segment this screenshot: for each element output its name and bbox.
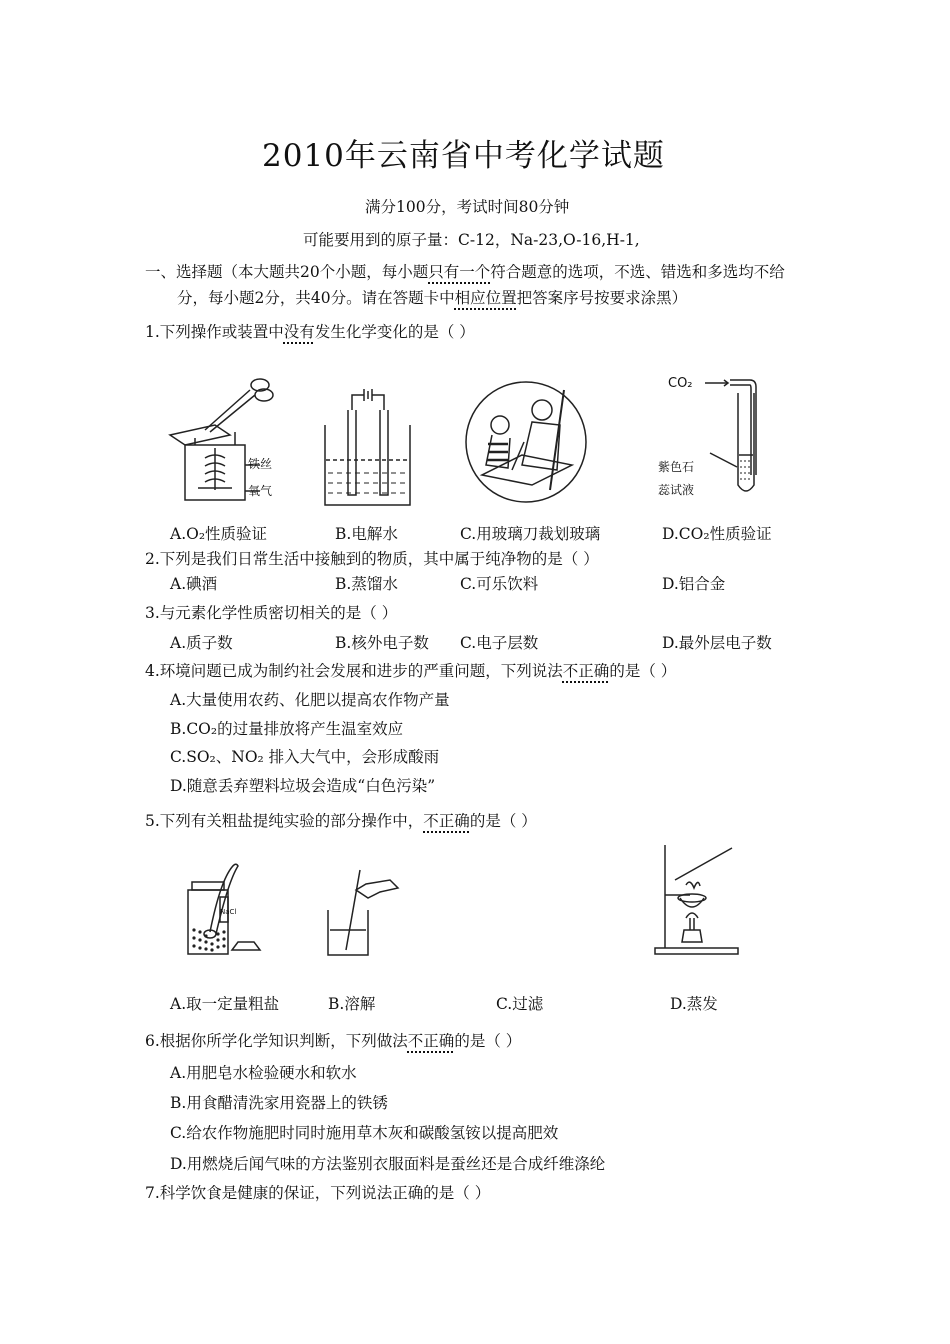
q3-option-c: C.电子层数 (460, 634, 539, 652)
nacl-label: NaCl (220, 908, 237, 916)
q5-option-c: C.过滤 (496, 995, 544, 1013)
co2-test-tube-figure (700, 375, 770, 505)
q6-option-d: D.用燃烧后闻气味的方法鉴别衣服面料是蚕丝还是合成纤维涤纶 (170, 1155, 606, 1173)
label-litmus-line1: 紫色石 (658, 460, 695, 474)
question-7-stem: 7.科学饮食是健康的保证，下列说法正确的是（ ） (145, 1184, 491, 1202)
question-6-stem (145, 1029, 521, 1051)
q2-option-b: B.蒸馏水 (335, 575, 398, 593)
q1-option-d: D.CO₂性质验证 (662, 525, 772, 543)
stem-text: 的是（ ） (609, 662, 677, 680)
q4-option-d: D.随意丢弃塑料垃圾会造成“白色污染” (170, 777, 436, 795)
q1-option-b: B.电解水 (335, 525, 398, 543)
glass-cutting-illustration (462, 380, 590, 505)
score-time: 满分100分，考试时间80分钟 (365, 198, 570, 216)
stem-text: 发生化学变化的是（ ） (314, 323, 475, 341)
atomic-masses: 可能要用到的原子量：C-12，Na-23,O-16,H-1, (303, 231, 640, 249)
q6-option-a: A.用肥皂水检验硬水和软水 (170, 1064, 357, 1082)
label-litmus-line2: 蕊试液 (658, 483, 695, 497)
section-heading-line1 (145, 260, 785, 282)
stem-emphasis: 不正确 (423, 812, 470, 830)
section-text: 符合题意的选项，不选、错选和多选均不给 (490, 263, 785, 281)
stem-text: 的是（ ） (469, 812, 537, 830)
section-text: 分，每小题2分，共40分。请在答题卡中 (177, 289, 455, 307)
dissolving-beaker-figure (320, 870, 410, 965)
section-text: 把答案序号按要求涂黑） (516, 289, 688, 307)
label-oxygen: 氧气 (248, 484, 273, 498)
stem-text: 的是（ ） (454, 1032, 522, 1050)
q2-option-d: D.铝合金 (662, 575, 726, 593)
section-heading-line2 (177, 286, 687, 308)
q1-option-a: A.O₂性质验证 (170, 525, 268, 543)
section-text: 一、选择题（本大题共20个小题，每小题 (145, 263, 429, 281)
section-emphasis: 只有一个 (428, 263, 491, 281)
electrolysis-figure (320, 385, 415, 510)
q1-option-c: C.用玻璃刀裁划玻璃 (460, 525, 601, 543)
label-co2: CO₂ (668, 376, 693, 391)
question-2-stem: 2.下列是我们日常生活中接触到的物质，其中属于纯净物的是（ ） (145, 550, 599, 568)
q3-option-d: D.最外层电子数 (662, 634, 772, 652)
question-5-stem (145, 809, 537, 831)
q2-option-c: C.可乐饮料 (460, 575, 539, 593)
q3-option-b: B.核外电子数 (335, 634, 429, 652)
stem-emphasis: 没有 (283, 323, 315, 341)
q6-option-c: C.给农作物施肥时同时施用草木灰和碳酸氢铵以提高肥效 (170, 1124, 559, 1142)
page-title: 2010年云南省中考化学试题 (262, 138, 665, 174)
q5-option-a: A.取一定量粗盐 (170, 995, 280, 1013)
label-iron-wire: 铁丝 (248, 457, 273, 471)
stem-text: 1.下列操作或装置中 (145, 323, 284, 341)
q5-option-d: D.蒸发 (670, 995, 718, 1013)
question-3-stem: 3.与元素化学性质密切相关的是（ ） (145, 604, 398, 622)
stem-text: 4.环境问题已成为制约社会发展和进步的严重问题，下列说法 (145, 662, 563, 680)
q4-option-a: A.大量使用农药、化肥以提高农作物产量 (170, 691, 450, 709)
section-emphasis: 相应位置 (454, 289, 517, 307)
question-1-stem (145, 320, 475, 342)
stem-text: 5.下列有关粗盐提纯实验的部分操作中， (145, 812, 424, 830)
question-4-stem (145, 659, 676, 681)
q4-option-c: C.SO₂、NO₂ 排入大气中，会形成酸雨 (170, 748, 440, 766)
stem-emphasis: 不正确 (407, 1032, 455, 1050)
stem-emphasis: 不正确 (562, 662, 610, 680)
stem-text: 6.根据你所学化学知识判断，下列做法 (145, 1032, 408, 1050)
evaporation-stand-figure (650, 840, 745, 965)
q5-option-b: B.溶解 (328, 995, 376, 1013)
q2-option-a: A.碘酒 (170, 575, 218, 593)
q6-option-b: B.用食醋清洗家用瓷器上的铁锈 (170, 1094, 388, 1112)
q3-option-a: A.质子数 (170, 634, 233, 652)
q4-option-b: B.CO₂的过量排放将产生温室效应 (170, 720, 404, 738)
